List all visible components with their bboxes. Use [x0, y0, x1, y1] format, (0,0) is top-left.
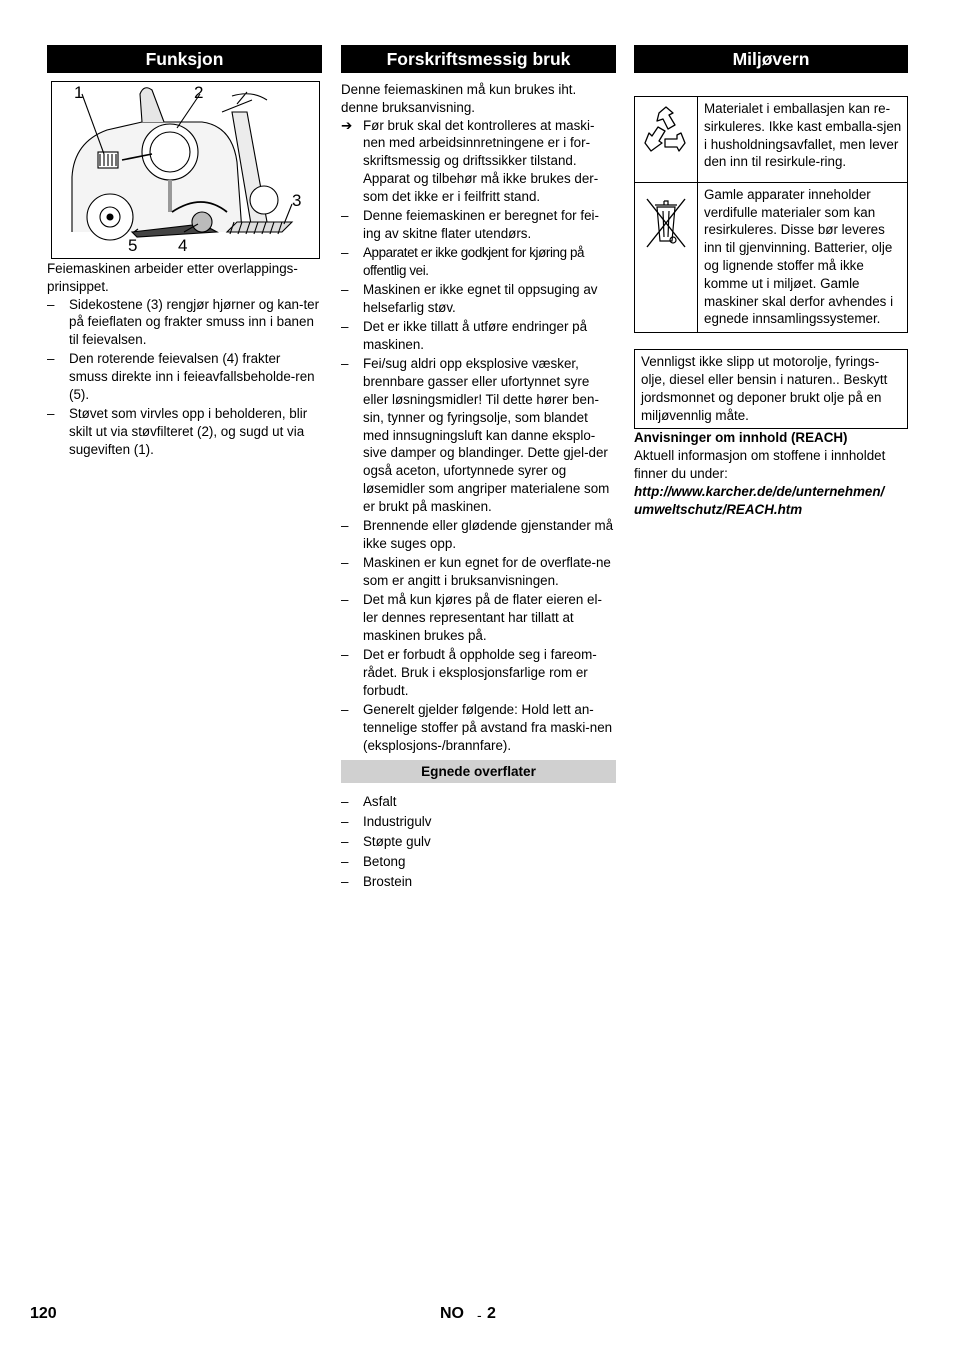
crossed-out-bin-icon [635, 183, 697, 263]
reach-link-part-2[interactable]: umweltschutz/REACH.htm [634, 501, 803, 517]
list-item-arrow: ➔ Før bruk skal det kontrolleres at maski-nen med arbeidsinnretningene er i for-skriftsmessig og driftssikker tilstand. Apparat og tilbehør må ikke brukes der-som det ikke er i feilfritt stand. [341, 117, 599, 204]
diagram-label-5: 5 [128, 236, 138, 255]
environment-table [634, 96, 908, 333]
usage-intro: Denne feiemaskinen må kun brukes iht. denne bruksanvisning. [341, 82, 577, 115]
recycling-text: Materialet i emballasjen kan re-sirkuleres. Ikke kast emballa-sjen i husholdningsavfallet, men lever den inn til resirkule-ring. [698, 97, 908, 183]
sweeper-illustration [52, 82, 319, 258]
table-row [635, 182, 908, 332]
recycling-icon [635, 97, 697, 177]
reach-link-part-1[interactable]: http://www.karcher.de/de/unternehmen/ [634, 483, 885, 499]
list-item: – Denne feiemaskinen er beregnet for fei-ing av skitne flater utendørs. [341, 208, 599, 241]
list-item: – Industrigulv [341, 814, 432, 830]
footer-separator: - [477, 1307, 482, 1323]
list-item: – Støpte gulv [341, 834, 431, 850]
column-funksjon [47, 45, 322, 460]
list-item: – Det er ikke tillatt å utføre endringer på maskinen. [341, 319, 588, 353]
list-item: – Maskinen er ikke egnet til oppsuging av helsefarlig støv. [341, 282, 598, 316]
reach-text: Aktuell informasjon om stoffene i innholdet finner du under: [634, 448, 886, 481]
sweeper-function-diagram [51, 81, 320, 259]
list-item: – Maskinen er kun egnet for de overflate-ne som er angitt i bruksanvisningen. [341, 555, 611, 589]
diagram-label-4: 4 [178, 236, 188, 255]
footer-section-number: 2 [487, 1305, 496, 1322]
arrow-right-icon: ➔ [341, 117, 353, 133]
footer-language: NO [440, 1305, 464, 1322]
table-row [635, 97, 908, 183]
column-forskriftsmessig-bruk [341, 45, 616, 892]
list-item: – Det er forbudt å oppholde seg i fareom-rådet. Bruk i eksplosjonsfarlige rom er forbudt. [341, 647, 597, 698]
reach-title: Anvisninger om innhold (REACH) [634, 430, 848, 446]
usage-list [341, 117, 616, 755]
function-list [47, 296, 322, 459]
subheading-egnede-overflater: Egnede overflater [341, 760, 616, 783]
table-icon-cell [635, 97, 698, 183]
oil-notice-box: Vennligst ikke slipp ut motorolje, fyrings-olje, diesel eller bensin i naturen.. Beskytt jordsmonnet og deponer brukt olje på en miljøvennlig måte. [634, 349, 908, 429]
list-item: – Generelt gjelder følgende: Hold lett an-tennelige stoffer på avstand fra maski-nen (eksplosjons-/brannfare). [341, 702, 613, 753]
function-intro: Feiemaskinen arbeider etter overlappings-prinsippet. [47, 261, 298, 294]
list-item: – Sidekostene (3) rengjør hjørner og kan-ter på feieflaten og frakter smuss inn i banen til feievalsen. [47, 296, 320, 348]
list-item: – Brennende eller glødende gjenstander må ikke suges opp. [341, 518, 614, 551]
list-item: – Brostein [341, 873, 413, 889]
surfaces-list [341, 793, 616, 890]
section-heading-funksjon: Funksjon [47, 45, 322, 73]
diagram-label-2: 2 [194, 83, 204, 102]
table-icon-cell [635, 182, 698, 332]
list-item: – Det må kun kjøres på de flater eieren el-ler dennes representant har tillatt at maskinen brukes på. [341, 592, 602, 643]
list-item: – Den roterende feievalsen (4) frakter smuss direkte inn i feieavfallsbeholde-ren (5). [47, 351, 315, 403]
list-item: – Betong [341, 853, 406, 869]
list-item: – Støvet som virvles opp i beholderen, blir skilt ut via støvfilteret (2), og sugd ut via sugeviften (1). [47, 406, 308, 457]
list-item: – Apparatet er ikke godkjent for kjøring på offentlig vei. [341, 245, 585, 278]
section-heading-miljovern: Miljøvern [634, 45, 908, 73]
diagram-label-3: 3 [292, 191, 302, 210]
page-number: 120 [30, 1305, 57, 1322]
electronics-disposal-text: Gamle apparater inneholder verdifulle materialer som kan resirkuleres. Disse bør leveres inn til gjenvinning. Batterier, olje og lignende stoffer må ikke komme ut i miljøet. Gamle maskiner skal derfor avhendes i egnede innsamlingssystemer. [698, 182, 908, 332]
diagram-label-1: 1 [74, 83, 84, 102]
section-heading-forskriftsmessig-bruk: Forskriftsmessig bruk [341, 45, 616, 73]
list-item: – Fei/sug aldri opp eksplosive væsker, brennbare gasser eller ufortynnet syre eller løsningsmidler! Til dette hører ben-sin, tynner og fyringsolje, som blandet med innsugningsluft kan danne eksplo-sive damper og blandinger. Dette gjel-der også aceton, ufortynnede syrer og løsemidler som angriper materialene som er brukt på maskinen. [341, 356, 610, 514]
column-miljovern [634, 45, 908, 518]
list-item: – Asfalt [341, 794, 397, 810]
